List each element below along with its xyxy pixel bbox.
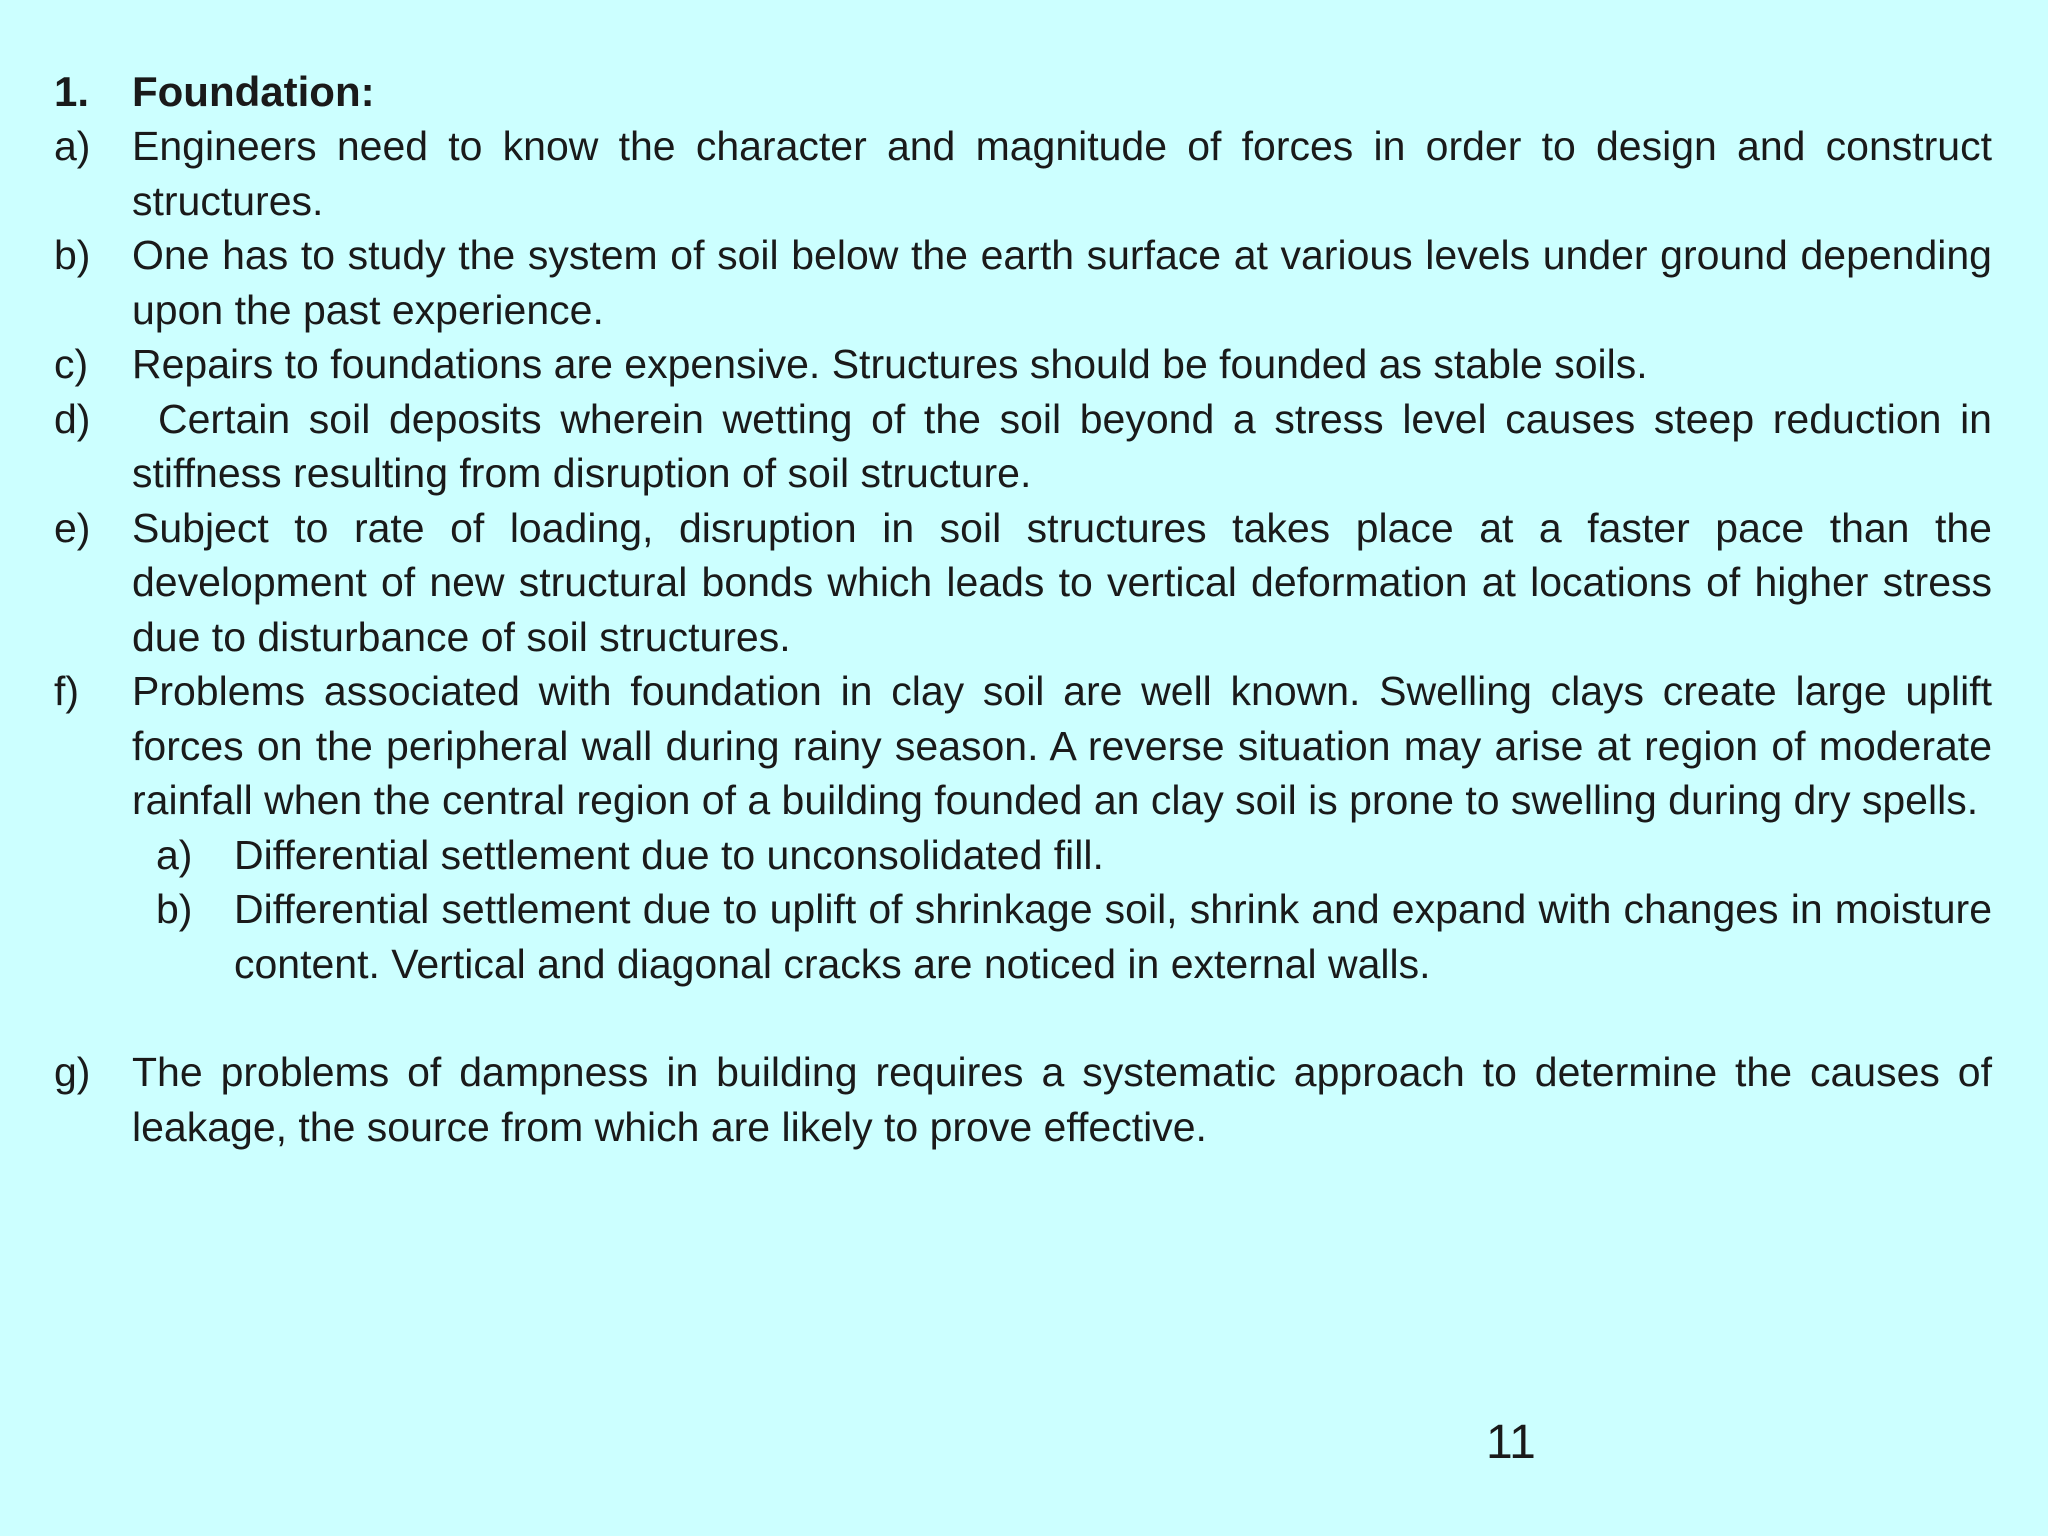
section-title: Foundation: [132,68,375,115]
spacer [54,991,1992,1045]
list-item-text: Engineers need to know the character and magnitude of forces in order to design and construct structures. [132,123,1992,224]
list-item-text: The problems of dampness in building requires a systematic approach to determine the causes of leakage, the source from which are likely to prove effective. [132,1049,1992,1150]
list-item-e [54,501,1992,665]
content-list [54,119,1992,1154]
list-marker: c) [54,341,89,387]
list-item-a [54,119,1992,228]
list-marker: b) [54,232,91,278]
sub-list-marker: a) [156,831,193,878]
list-marker: e) [54,504,91,551]
list-item-text: Repairs to foundations are expensive. Structures should be founded as stable soils. [132,341,1648,387]
section-heading [54,64,375,120]
list-marker: d) [54,395,91,442]
list-item-text: Problems associated with foundation in clay soil are well known. Swelling clays create large uplift forces on the peripheral wall during rainy season. A reverse situation may arise at region of moderate rainfall when the central region of a building founded an clay soil is prone to swelling during dry spells. [132,668,1992,823]
list-marker: a) [54,123,91,169]
list-item-d [54,392,1992,501]
page-number: 11 [1486,1416,1536,1469]
list-item-g [54,1045,1992,1154]
list-item-text: One has to study the system of soil below the earth surface at various levels under ground depending upon the past experience. [132,232,1992,333]
list-item-f [54,664,1992,828]
sub-list-item-text: Differential settlement due to unconsolidated fill. [234,831,1104,878]
list-marker: g) [54,1049,91,1095]
sub-list-item-a [54,828,1992,883]
list-item-text: Subject to rate of loading, disruption in soil structures takes place at a faster pace than the development of new structural bonds which leads to vertical deformation at locations of higher stress due to disturbance of soil structures. [132,504,1992,660]
list-item-c [54,337,1992,392]
sub-list-marker: b) [156,886,193,932]
sub-list-item-b [54,882,1992,991]
section-number: 1. [54,68,90,115]
sub-list-item-text: Differential settlement due to uplift of shrinkage soil, shrink and expand with changes in moisture content. Vertical and diagonal cracks are noticed in external walls. [234,886,1992,987]
list-item-text: Certain soil deposits wherein wetting of the soil beyond a stress level causes steep reduction in stiffness resulting from disruption of soil structure. [132,395,1992,496]
list-item-b [54,228,1992,337]
list-marker: f) [54,668,80,714]
